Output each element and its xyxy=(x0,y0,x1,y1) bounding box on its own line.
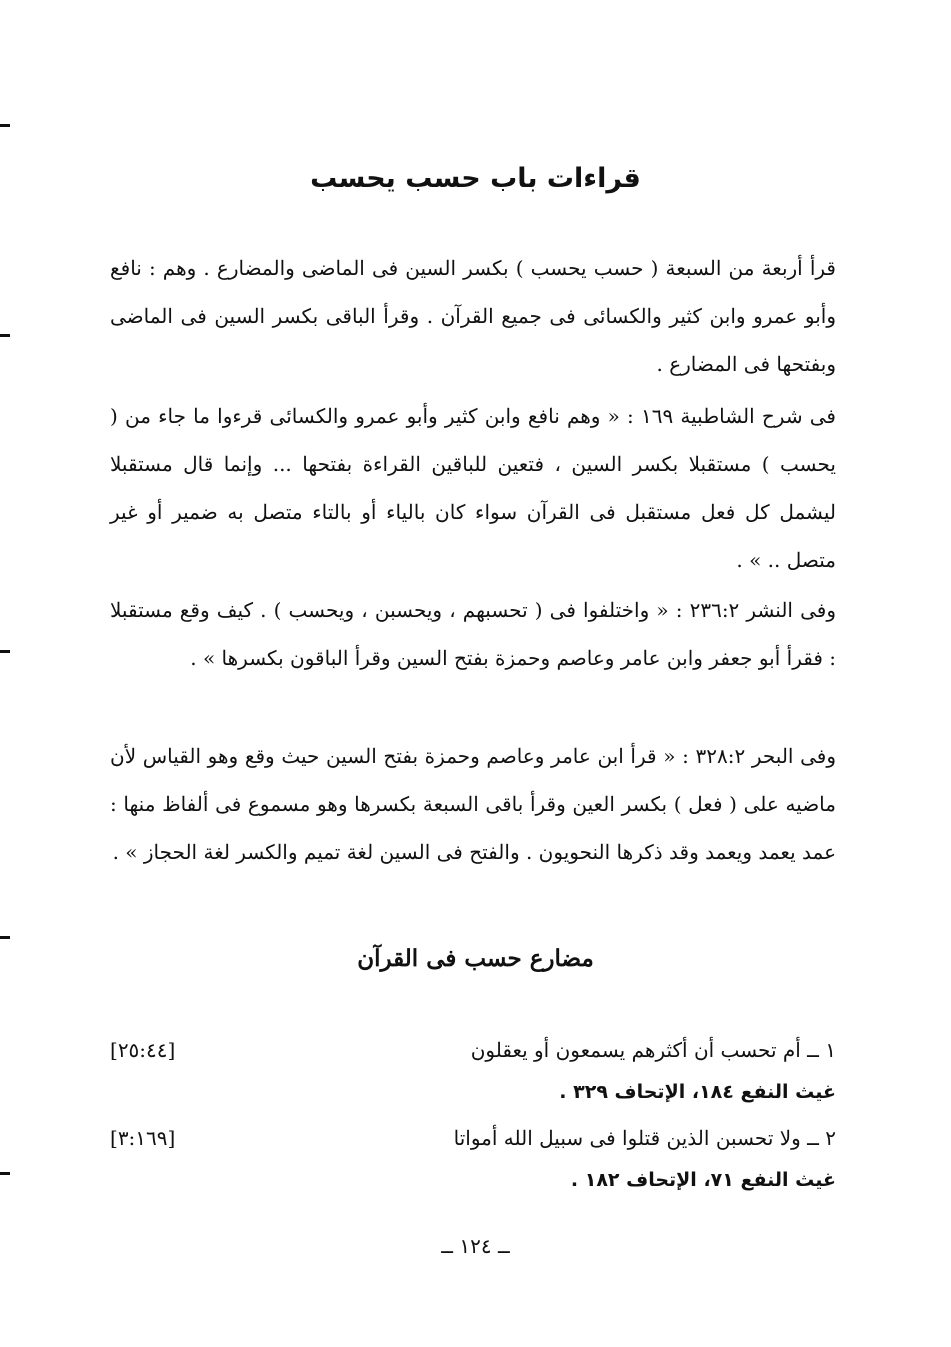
verse-item-2 xyxy=(110,1118,836,1158)
verse-source-1: غيث النفع ١٨٤، الإتحاف ٣٢٩ . xyxy=(559,1081,836,1103)
verse-reference: [٣:١٦٩] xyxy=(110,1126,176,1150)
margin-mark xyxy=(0,1172,10,1175)
page-number: ــ ١٢٤ ــ xyxy=(441,1234,510,1258)
verse-source-2: غيث النفع ٧١، الإتحاف ١٨٢ . xyxy=(570,1169,836,1191)
paragraph-4: وفى البحر ٣٢٨:٢ : « قرأ ابن عامر وعاصم وحمزة بفتح السين حيث وقع وهو القياس لأن ماضيه على ( فعل ) بكسر العين وقرأ باقى السبعة بكسرها وهو مسموع فى ألفاظ منها : عمد يعمد ويعمد وقد ذكرها النحويون . والفتح فى السين لغة تميم والكسر لغة الحجاز » . xyxy=(110,744,836,864)
margin-mark xyxy=(0,124,10,127)
margin-mark xyxy=(0,650,10,653)
page-title: قراءات باب حسب يحسب xyxy=(310,163,641,194)
verse-reference: [٢٥:٤٤] xyxy=(110,1038,176,1062)
verse-item-1 xyxy=(110,1030,836,1070)
verse-text: ٢ ــ ولا تحسبن الذين قتلوا فى سبيل الله أمواتا xyxy=(453,1126,836,1150)
margin-mark xyxy=(0,334,10,337)
verse-text: ١ ــ أم تحسب أن أكثرهم يسمعون أو يعقلون xyxy=(470,1038,836,1062)
margin-mark xyxy=(0,936,10,939)
paragraph-2: فى شرح الشاطبية ١٦٩ : « وهم نافع وابن كثير وأبو عمرو والكسائى قرءوا ما جاء من ( يحسب ) مستقبلا بكسر السين ، فتعين للباقين القراءة بفتحها ... وإنما قال مستقبلا ليشمل كل فعل مستقبل فى القرآن سواء كان بالياء أو بالتاء متصل به ضمير أو غير متصل .. » . xyxy=(110,404,836,572)
paragraph-3: وفى النشر ٢٣٦:٢ : « واختلفوا فى ( تحسبهم ، ويحسبن ، ويحسب ) . كيف وقع مستقبلا : فقرأ أبو جعفر وابن عامر وعاصم وحمزة بفتح السين وقرأ الباقون بكسرها » . xyxy=(110,598,836,670)
paragraph-1: قرأ أربعة من السبعة ( حسب يحسب ) بكسر السين فى الماضى والمضارع . وهم : نافع وأبو عمرو وابن كثير والكسائى فى جميع القرآن . وقرأ الباقى بكسر السين فى الماضى وبفتحها فى المضارع . xyxy=(110,256,836,376)
section-subtitle: مضارع حسب فى القرآن xyxy=(357,945,594,972)
